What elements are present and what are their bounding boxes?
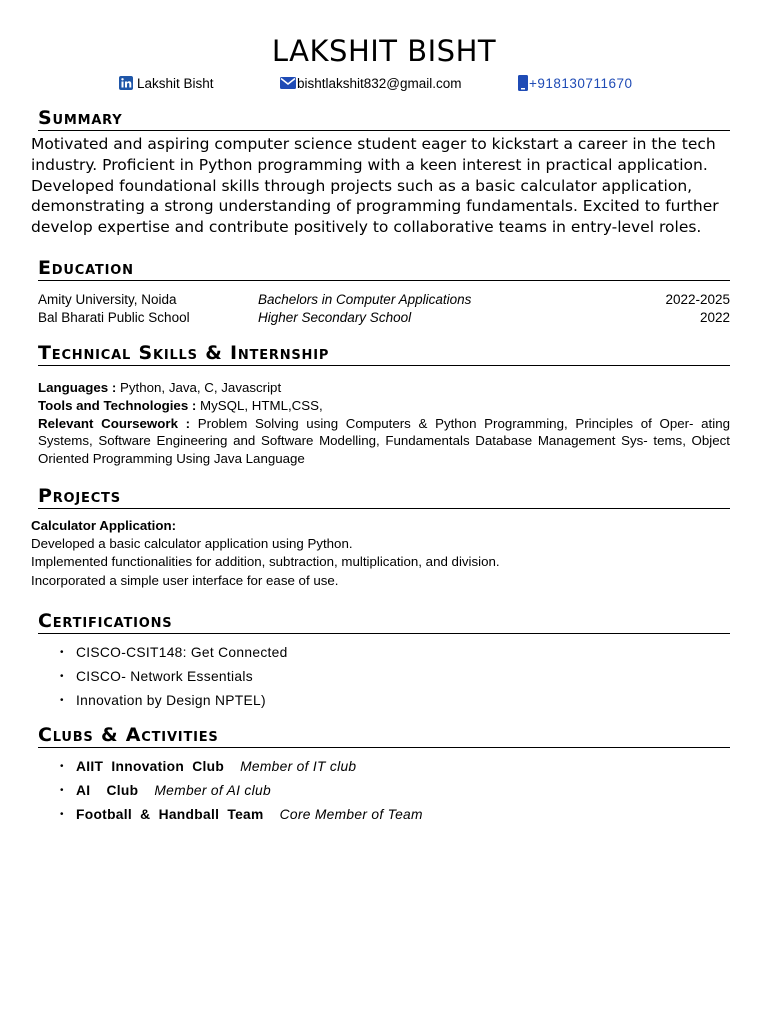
education-row xyxy=(38,292,730,310)
coursework-label: Relevant Coursework : xyxy=(38,415,191,431)
list-item xyxy=(60,802,740,826)
linkedin-link[interactable] xyxy=(119,74,214,92)
certification-text: CISCO- Network Essentials xyxy=(76,668,253,684)
tools-value: MySQL, HTML,CSS, xyxy=(200,397,323,413)
tools-line xyxy=(38,397,730,415)
bullet-icon: • xyxy=(60,646,64,658)
institution: Amity University, Noida xyxy=(38,292,177,307)
years: 2022-2025 xyxy=(665,292,730,307)
languages-line xyxy=(38,379,730,397)
list-item xyxy=(60,778,740,802)
clubs-list xyxy=(60,754,740,826)
club-name: AI Club xyxy=(76,782,139,798)
degree: Higher Secondary School xyxy=(258,310,412,325)
project-line: Developed a basic calculator application using Python. xyxy=(31,536,353,552)
skills-block xyxy=(38,379,730,468)
education-heading: Education xyxy=(38,257,730,281)
linkedin-icon xyxy=(119,76,133,90)
project-block xyxy=(31,517,751,590)
phone-link[interactable] xyxy=(518,74,632,92)
bullet-icon: • xyxy=(60,694,64,706)
email-text: bishtlakshit832@gmail.com xyxy=(297,75,462,91)
bullet-icon: • xyxy=(60,784,64,796)
years: 2022 xyxy=(699,310,730,325)
summary-heading: Summary xyxy=(38,107,730,131)
tools-label: Tools and Technologies : xyxy=(38,397,197,413)
project-title: Calculator Application: xyxy=(31,518,177,533)
languages-value: Python, Java, C, Javascript xyxy=(120,380,282,395)
list-item xyxy=(60,664,740,688)
club-role: Core Member of Team xyxy=(279,806,423,822)
skills-heading: Technical Skills & Internship xyxy=(38,342,730,366)
institution: Bal Bharati Public School xyxy=(38,310,190,325)
coursework-line xyxy=(38,415,730,468)
certifications-list xyxy=(60,640,740,712)
certification-text: CISCO-CSIT148: Get Connected xyxy=(76,644,288,660)
project-line: Incorporated a simple user interface for ease of use. xyxy=(31,572,339,588)
phone-text: +918130711670 xyxy=(529,75,633,91)
certifications-heading: Certifications xyxy=(38,610,730,634)
candidate-name: LAKSHIT BISHT xyxy=(271,34,497,68)
email-icon xyxy=(280,77,296,89)
email-link[interactable] xyxy=(280,74,462,92)
projects-heading: Projects xyxy=(38,485,730,509)
phone-icon xyxy=(518,75,528,91)
coursework-value: Problem Solving using Computers & Python Programming, Principles of Oper- ating Systems, Software Engineering and Software Modelling, Fundamentals Database Management Sys- tems, Object Oriented Programming Using Java Language xyxy=(38,415,730,467)
bullet-icon: • xyxy=(60,808,64,820)
education-row xyxy=(38,310,730,328)
bullet-icon: • xyxy=(60,760,64,772)
languages-label: Languages : xyxy=(38,380,117,395)
bullet-icon: • xyxy=(60,670,64,682)
club-name: AIIT Innovation Club xyxy=(76,758,225,774)
linkedin-text: Lakshit Bisht xyxy=(137,75,214,91)
clubs-heading: Clubs & Activities xyxy=(38,724,730,748)
club-name: Football & Handball Team xyxy=(76,806,264,822)
club-role: Member of IT club xyxy=(240,758,357,774)
certification-text: Innovation by Design NPTEL) xyxy=(76,692,266,708)
list-item xyxy=(60,688,740,712)
degree: Bachelors in Computer Applications xyxy=(258,292,472,307)
project-line: Implemented functionalities for addition, subtraction, multiplication, and division. xyxy=(31,554,500,570)
list-item xyxy=(60,640,740,664)
summary-text: Motivated and aspiring computer science student eager to kickstart a career in the tech industry. Proficient in Python programming with a keen interest in practical application. Developed foundational skills through projects such as a basic calculator application, demonstrating a strong understanding of programming fundamentals. Excited to further develop expertise and contribute positively to collaborative teams in entry-level roles. xyxy=(31,135,719,237)
club-role: Member of AI club xyxy=(154,782,271,798)
list-item xyxy=(60,754,740,778)
